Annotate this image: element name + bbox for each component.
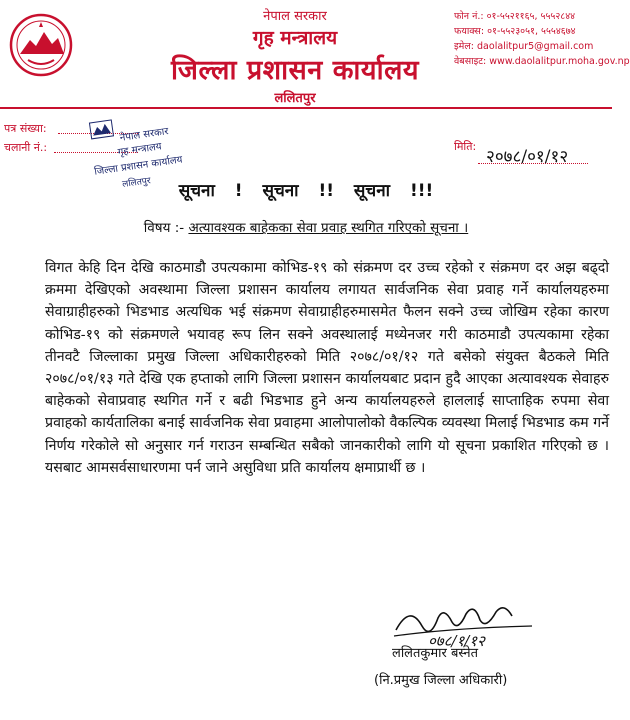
notice-body-paragraph: विगत केहि दिन देखि काठमाडौ उपत्यकामा कोभिड-१९ को संक्रमण दर उच्च रहेको र संक्रमण दर अझ बढ्दो क्रममा देखिएको अवस्थामा जिल्ला प्रशासन कार्यालय लगायत सार्वजनिक सेवा प्रवाह गर्ने कार्यालयहरुमा सेवाग्राहीहरुको भिडभाड अत्यधिक भई संक्रमण सेवाग्राहीहरुमासमेत फैलन सक्ने उच्च जोखिम रहेका कारण कोभिड-१९ को संक्रमणले भयावह रूप लिन सक्ने अवस्थालाई मध्येनजर गरी काठमाडौ उपत्यकामा रहेका तीनवटै जिल्लाका प्रमुख जिल्ला अधिकारीहरुको मिति २०७८/०१/१२ गते बसेको संयुक्त बैठकले मिति २०७८/०१/१३ गते देखि एक हप्ताको लागि जिल्ला प्रशासन कार्यालयबाट प्रदान हुदै आएका अत्यावश्यक सेवाहरु बाहेकको सेवाप्रवाह स्थगित गर्ने र बढी भिडभाड हुने अन्य कार्यालयहरुले हाललाई साप्ताहिक रुपमा सेवा प्रवाहको कार्यतालिका बनाई सार्वजनिक सेवा प्रवाहमा आलोपालोको वैकल्पिक व्यवस्था मिलाई भिडभाड कम गर्ने निर्णय गरेकोले सो अनुसार गर्न गराउन सम्बन्धित सबैको जानकारीको लागि यो सूचना प्रकाशित गरिएको छ । यसबाट आमसर्वसाधारणमा पर्न जाने असुविधा प्रति कार्यालय क्षमाप्रार्थी छ । [45,260,609,476]
date-label: मिति: [454,140,477,153]
dispatch-number-label: चलानी नं.: [4,141,48,154]
office-location: ललितपुर [274,91,316,106]
contact-value: daolalitpur5@gmail.com [477,41,594,52]
contact-phone: फोन नं.: ०१-५५२११६५, ५५५२८४४ [454,11,576,22]
contact-label: फयाक्स [454,26,481,37]
signature-date: ०७८/१/१२ [428,632,485,650]
ministry-name: गृह मन्त्रालय [252,27,338,49]
contact-value: www.daolalitpur.moha.gov.np [489,56,630,67]
stamp-line: जिल्ला प्रशासन कार्यालय [93,154,184,178]
contact-website: वेबसाइट: www.daolalitpur.moha.gov.np [454,56,630,67]
signatory-name: ललितकुमार बस्नेत [392,646,478,661]
subject-label: विषय :- [143,220,185,236]
office-name: जिल्ला प्रशासन कार्यालय [170,55,420,86]
contact-label: इमेल [454,41,471,52]
contact-label: फोन नं. [454,11,481,22]
notice-heading: सूचना ! सूचना !! सूचना !!! [178,181,434,201]
stamp-line: गृह मन्त्रालय [117,141,163,159]
contact-email: इमेल: daolalitpur5@gmail.com [454,41,594,52]
contact-label: वेबसाइट [454,56,484,67]
notice-body [45,257,609,479]
contact-value: ०१-५५२३०५१, ५५५४६७४ [487,26,576,37]
stamp-line: नेपाल सरकार [119,126,170,144]
date-value: २०७८/०१/१२ [486,147,569,167]
contact-value: ०१-५५२११६५, ५५५२८४४ [486,11,576,22]
contact-fax: फयाक्स: ०१-५५२३०५१, ५५५४६७४ [454,26,576,37]
notice-subject [0,218,612,236]
subject-text: अत्यावश्यक बाहेकका सेवा प्रवाह स्थगित गरिएको सूचना । [188,220,469,236]
signatory-title: (नि.प्रमुख जिल्ला अधिकारी) [374,673,508,688]
letter-number-label: पत्र संख्या: [4,122,47,135]
nepal-emblem-icon [6,10,76,80]
government-name: नेपाल सरकार [263,9,327,24]
header-divider [0,107,612,109]
stamp-line: ललितपुर [121,176,152,190]
